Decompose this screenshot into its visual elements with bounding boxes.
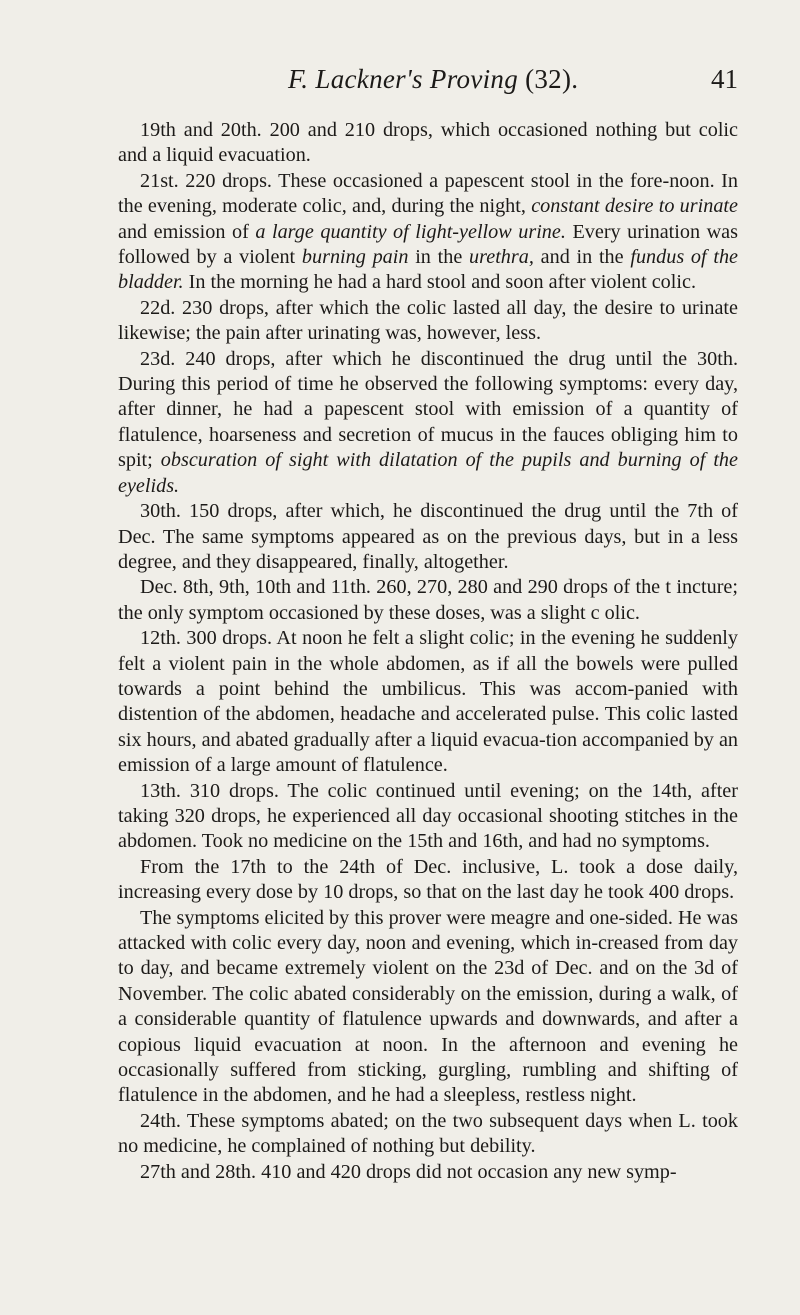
- running-head-number: (32).: [525, 64, 579, 94]
- text-run: 22d. 230 drops, after which the colic lasted all day, the desire to urinate likewise; the pain after urinating was, however, less.: [118, 296, 738, 345]
- paragraph: [118, 575, 738, 626]
- text-run: 19th and 20th. 200 and 210 drops, which occasioned nothing but colic and a liquid evacuation.: [118, 119, 738, 167]
- italic-phrase: burning pain: [301, 246, 409, 269]
- text-run: 21st. 220 drops. These occasioned a papescent stool in the fore-noon. In the evening, moderate colic, and, during the night,: [118, 169, 738, 218]
- text-run: Every urination was followed by a violent: [118, 220, 738, 269]
- text-run: and in the: [533, 246, 631, 269]
- italic-phrase: urethra,: [469, 246, 534, 269]
- text-run: and emission of: [118, 220, 256, 243]
- paragraph: [118, 626, 738, 778]
- text-run: The symptoms elicited by this prover were meagre and one-sided. He was attacked with colic every day, noon and evening, which in-creased from day to day, and became extremely violent on the 23d of Dec. and on the 3d of November. The colic abated considerably on the emission, during a walk, of a considerable quantity of flatulence upwards and downwards, and after a copious liquid evacuation at noon. In the afternoon and evening he occasionally suffered from sticking, gurgling, rumbling and shifting of flatulence in the abdomen, and he had a sleepless, restless night.: [118, 906, 738, 1107]
- paragraph: [118, 118, 738, 169]
- running-head-title: [288, 64, 578, 95]
- text-run: in the: [408, 246, 470, 269]
- paragraph: [118, 1109, 738, 1160]
- paragraph: [118, 296, 738, 347]
- text-run: 13th. 310 drops. The colic continued until evening; on the 14th, after taking 320 drops, he experienced all day occasional shooting stitches in the abdomen. Took no medicine on the 15th and 16th, and had no symptoms.: [118, 779, 738, 853]
- paragraph: [118, 906, 738, 1109]
- text-run: In the morning he had a hard stool and soon after violent colic.: [183, 271, 697, 294]
- paragraph: [118, 347, 738, 499]
- italic-phrase: obscuration of sight with dilatation of the pupils and burning of the eyelids.: [118, 449, 738, 497]
- italic-phrase: constant desire to urinate: [531, 195, 738, 218]
- paragraph: [118, 779, 738, 855]
- text-run: Dec. 8th, 9th, 10th and 11th. 260, 270, 280 and 290 drops of the t incture; the only symptom occasioned by these doses, was a slight c olic.: [118, 576, 738, 624]
- body-text: [118, 118, 738, 1185]
- paragraph: [118, 499, 738, 575]
- italic-phrase: fundus of the bladder.: [118, 246, 739, 294]
- paragraph: [118, 1160, 738, 1185]
- text-run: 27th and 28th. 410 and 420 drops did not occasion any new symp-: [140, 1160, 677, 1183]
- text-run: 30th. 150 drops, after which, he discontinued the drug until the 7th of Dec. The same symptoms appeared as on the previous days, but in a less degree, and they disappeared, finally, altogether.: [118, 500, 738, 573]
- running-head: [118, 64, 738, 98]
- page-number: 41: [711, 64, 738, 94]
- italic-phrase: a large quantity of light-yellow urine.: [255, 220, 566, 243]
- text-run: From the 17th to the 24th of Dec. inclusive, L. took a dose daily, increasing every dose by 10 drops, so that on the last day he took 400 drops.: [118, 855, 738, 904]
- text-run: 12th. 300 drops. At noon he felt a slight colic; in the evening he suddenly felt a violent pain in the whole abdomen, as if all the bowels were pulled towards a point behind the umbilicus. This was accom-panied with distention of the abdomen, headache and accelerated pulse. This colic lasted six hours, and abated gradually after a liquid evacua-tion accompanied by an emission of a large amount of flatulence.: [118, 627, 738, 777]
- paragraph: [118, 855, 738, 906]
- text-run: 24th. These symptoms abated; on the two subsequent days when L. took no medicine, he complained of nothing but debility.: [118, 1109, 738, 1158]
- running-head-title-text: F. Lackner's Proving: [288, 64, 519, 94]
- text-run: 23d. 240 drops, after which he discontinued the drug until the 30th. During this period of time he observed the following symptoms: every day, after dinner, he had a papescent stool with emission of a quantity of flatulence, hoarseness and secretion of mucus in the fauces obliging him to spit;: [118, 347, 738, 472]
- paragraph: [118, 169, 738, 296]
